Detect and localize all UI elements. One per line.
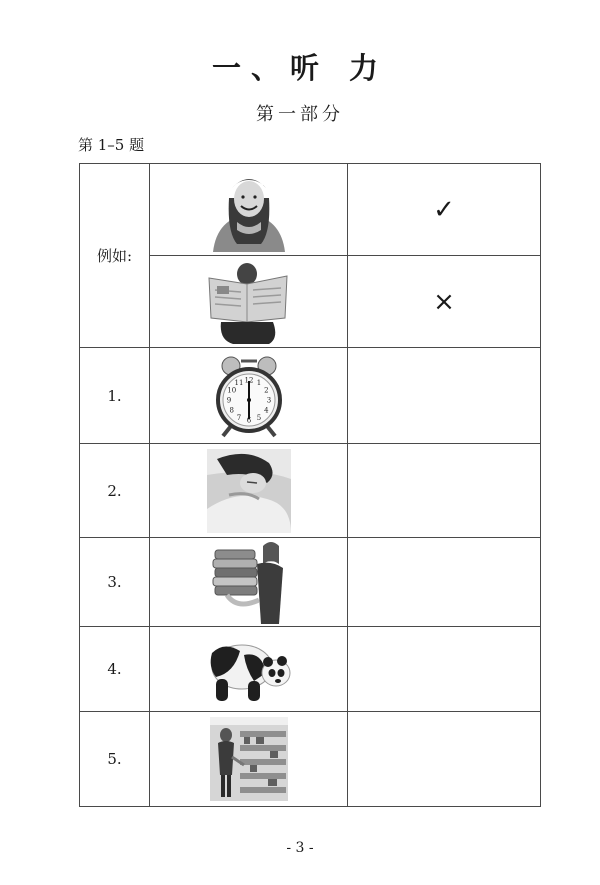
- answer-cell[interactable]: [348, 538, 541, 627]
- question-row: [80, 627, 541, 712]
- panda-photo: [204, 633, 294, 705]
- page-title: 一、听 力: [211, 51, 389, 85]
- answer-cell[interactable]: [348, 444, 541, 538]
- question-image-cell: [150, 627, 348, 712]
- answer-table: [79, 163, 541, 807]
- woman-sleeping-photo: [207, 449, 291, 533]
- question-image-cell: [150, 712, 348, 807]
- clock-numeral: 2: [263, 386, 269, 394]
- clock-numeral: 12: [244, 376, 253, 384]
- woman-carrying-clothes-photo: [207, 540, 291, 624]
- question-row: [80, 444, 541, 538]
- smiling-woman-photo: [207, 168, 291, 252]
- clock-numeral: 6: [246, 416, 251, 424]
- question-image-cell: [150, 348, 348, 444]
- supermarket-shopper-photo: [210, 717, 288, 801]
- question-range-label: 第 1–5 题: [78, 136, 145, 154]
- clock-numeral: 8: [228, 406, 234, 414]
- alarm-clock-photo: [207, 354, 291, 438]
- answer-cell[interactable]: [348, 712, 541, 807]
- example-row-1: [80, 164, 541, 256]
- example-image-cell: [150, 256, 348, 348]
- example-mark-cross: ×: [348, 256, 541, 348]
- clock-numeral: 4: [263, 406, 269, 414]
- question-row: [80, 712, 541, 807]
- question-number: 3.: [80, 538, 150, 627]
- question-row: [80, 348, 541, 444]
- example-row-2: [80, 256, 541, 348]
- question-number: 1.: [80, 348, 150, 444]
- clock-numeral: 1: [256, 378, 261, 387]
- question-number: 5.: [80, 712, 150, 807]
- clock-numeral: 11: [234, 378, 243, 387]
- question-image-cell: [150, 538, 348, 627]
- clock-numeral: 3: [266, 396, 271, 404]
- example-image-cell: [150, 164, 348, 256]
- question-image-cell: [150, 444, 348, 538]
- clock-numeral: 7: [236, 413, 241, 422]
- answer-cell[interactable]: [348, 627, 541, 712]
- question-number: 2.: [80, 444, 150, 538]
- page-number: - 3 -: [286, 840, 314, 856]
- question-number: 4.: [80, 627, 150, 712]
- question-row: [80, 538, 541, 627]
- answer-cell[interactable]: [348, 348, 541, 444]
- clock-numeral: 5: [256, 413, 261, 422]
- clock-numeral: 10: [226, 386, 236, 394]
- example-label: 例如:: [80, 164, 150, 348]
- clock-numeral: 9: [226, 396, 231, 404]
- man-reading-newspaper-photo: [207, 260, 291, 344]
- section-subtitle: 第一部分: [256, 104, 344, 125]
- example-mark-check: ✓: [348, 164, 541, 256]
